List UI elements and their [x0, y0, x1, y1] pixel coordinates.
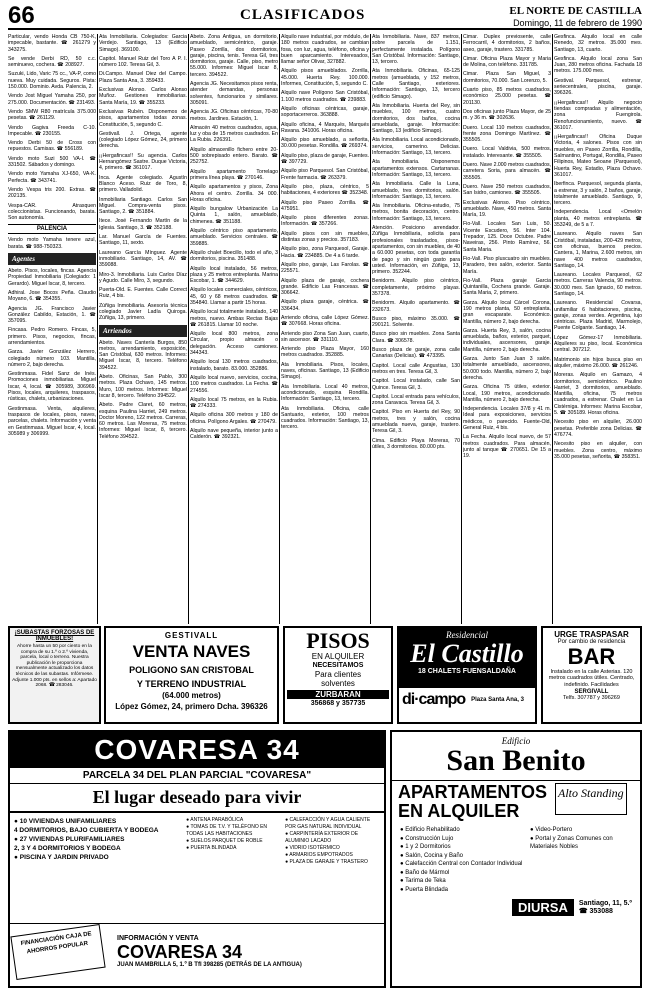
ad-sanbenito-edificio: Edificio [501, 736, 531, 746]
classified-column [99, 34, 187, 624]
ad-pisos-brand: ZURBARAN [287, 690, 389, 699]
feature-item: ● Salón, Cocina y Baño [400, 852, 463, 859]
classified-ad: Di.Campo. Manuel Diez del Campo. Plaza Santa Ana, 3. 359433. [99, 71, 187, 84]
ad-covaresa [8, 730, 386, 988]
feature-item: ● Video-Portero [530, 827, 573, 833]
classified-ad: Alquilo piso amueblado, a señorita, 30.000 pesetas. Rondilla. ☎ 269374. [281, 137, 369, 150]
newspaper-name: EL NORTE DE CASTILLA [509, 5, 642, 17]
classified-ad: Cuarto piso, 85 metros cuadrados, económico 25.000 pesetas. ☎ 201130. [463, 87, 551, 106]
classified-ad: Alquilo pisos diferentes zonas. Información. ☎ 357266. [281, 215, 369, 228]
ad-pisos-phones: 356868 y 357735 [310, 700, 366, 707]
classified-ad: Fio-Vall. Plaza garaje Garcia Quintanilla, Cochera grande. Garaje. Santa Maria, 2, primero. [463, 277, 551, 297]
feature-item: ● VIDRIO ISOTÉRMICO [285, 845, 340, 851]
classified-ad: Arriendo oficina, calle López Gómez. ☎ 307668. Horas oficina. [281, 314, 369, 328]
ad-gestivall-headline: VENTA NAVES [132, 642, 251, 661]
classified-ad: ¡¡Hergafincas!! Alquilo negocio tiendas compradas y alimentación, zona Fuengirola. Renofuncionamiento, nuevo. ☎ 361017. [554, 99, 642, 131]
classified-ad: Vendo Jost Miguel Yamaha 250, por 275.000. Documentación. ☎ 231493. [8, 93, 96, 106]
classified-ad: Vendo moto Yamaha XJ-650, VA-K. Perfecta. ☎ 343741. [8, 171, 96, 184]
column-rule [552, 34, 553, 624]
ad-sanbenito-h2: EN ALQUILER [398, 801, 520, 821]
ad-subastas [8, 626, 101, 724]
ad-pisos [283, 626, 393, 724]
classified-ad: Alquilo plaza garaje, céntrica. ☎ 336434. [281, 299, 369, 312]
ad-traspaso-t2: Por cambio de residencia [557, 639, 626, 645]
classified-column [554, 34, 642, 624]
classified-ad: Duero. Local 110 metros cuadrados, frente zona Domingo Martínez. ☎ 355505. [463, 124, 551, 144]
classified-ad: Se vende Derbi RD, 50 c.c. seminuevo, cochera. ☎ 208927. [8, 55, 96, 69]
ad-covaresa-features [14, 817, 182, 919]
column-rule [188, 34, 189, 624]
classified-ad: Alquilo local nuevo, servicios, cocina, 100 metros cuadrados. La Fecha. ☎ 274556. [190, 374, 278, 394]
ad-gestivall-brand: GESTIVALL [164, 631, 219, 640]
feature-item: ● Portal y Zonas Comunes con Materiales Nobles [530, 835, 613, 850]
ad-gestivall-size: (64.000 metros) [162, 691, 221, 700]
classified-ad: Ata Inmobiliaria. Huerta del Rey, sin muebles, 100 metros, cuatro dormitorios, dos baños, cocina amueblada, garaje. Información: Santiago, 13 (edificio Simago). [372, 102, 460, 135]
feature-item: ● Baño de Mármol [400, 869, 450, 876]
ad-castillo-addr: Plaza Santa Ana, 3 [471, 696, 524, 703]
classified-ad: Inmobiliaria Santiago. Carlos San Miguel. Compra-venta pisos. Santiago, 2. ☎ 351884. [99, 196, 187, 216]
feature-item: ● PLAZA DE GARAJE Y TRASTERO [285, 859, 368, 865]
subsection-heading: PALENCIA [8, 224, 96, 234]
classified-ad: Vendo Gagiva Freeda C-10. Impecable. ☎ 230155. [8, 124, 96, 137]
classified-ad: Capitol. Manuel Ruiz del Toro A P. I. número 102. Teresa Gil, 3. [99, 55, 187, 69]
classified-ad: Alquilo local instalado, 56 metros, plaza y 25 metros entreplanta. Marina Escobar, 1. ☎ 344629. [190, 265, 278, 285]
ad-pisos-l3: Para clientes [314, 670, 362, 679]
feature-item: ● 1 y 2 Dormitorios [400, 844, 451, 850]
classified-ad: Duero. Local Valdivia, 500 metros, instalado. Interesante. ☎ 355505. [463, 146, 551, 159]
classified-ad: Agencia JG. Oficinas céntricas, 70-80 metros. Jardines. Estación, 1. [190, 109, 278, 122]
classified-ad: Gesfinca. Alquilo local zona San Juan, 280 metros oficina. Fachada 18 metros. 175.000 mes. [554, 55, 642, 75]
classified-column [281, 34, 369, 624]
classified-ad: Garza. Oficina 75 útiles, exterior. Local, 190 metros, acondicionado. Mantilla, número 2, bajo derecha. [463, 384, 551, 403]
classified-ad: Vendo Derbi 50 de Cross con repuestos. Camisas. ☎ 556189. [8, 140, 96, 153]
ad-sanbenito [390, 730, 642, 988]
classified-ad: Garza. Javier González Herrero, colegiado número 103. Mantilla, número 2, bajo derecha. [8, 349, 96, 368]
page-number: 66 [8, 2, 35, 29]
ad-covaresa-sub: PARCELA 34 DEL PLAN PARCIAL "COVARESA" [10, 768, 384, 784]
ad-sanbenito-h1: APARTAMENTOS [398, 782, 548, 802]
ad-sanbenito-phone: ☎ 353088 [578, 908, 613, 915]
classified-ad: Garza. Alquilo local Cárcel Corona, 190 metros planta, 50 entreplanta, gran escaparate. Económico. Mantilla, número 2, bajo derecha. [463, 299, 551, 325]
ad-covaresa-mid [182, 817, 281, 919]
classified-ad: Alquilo locales comerciales, céntricos, 45, 60 y 68 metros cuadrados. ☎ 354840. Llamar a partir 15 horas. [190, 287, 278, 306]
classified-ad: Vendo Vespa tris 200. Extras. ☎ 202135. [8, 186, 96, 200]
classified-ad: Alquilo pisos con sin muebles, distintas zonas y precios. 357183. [281, 230, 369, 244]
ad-sanbenito-list-left [400, 826, 530, 894]
classified-ad: Alquilo local totalmente instalado, 140 metros, nuevo. Ambas Rectas Bajas ☎ 261815. Llamar 10 noche. [190, 309, 278, 328]
ad-traspaso [541, 626, 642, 724]
ad-castillo-name: El Castillo [410, 639, 524, 668]
classified-ad: Arriendo piso Plaza Mayor, 160 metros cuadrados. 352885. [281, 346, 369, 359]
ad-subastas-title: ¡SUBASTAS FORZOSAS DE INMUEBLES! [14, 630, 95, 642]
classified-ad: Agencia JG. Necesitamos pisos renta, atender demandas, personas solventes, funcionarios y similares. 305091. [190, 81, 278, 106]
classified-ad: Vendo moto Suzi 500 VA-I. ☎ 331502. Sábados y domingo. [8, 155, 96, 169]
classified-ad: Busco piso sin muebles. Zona Santa Clara. ☎ 306578. [372, 331, 460, 344]
classified-ad: Laureano García Mínguez. Agente inmobiliario. Santiago, 14, AV. ☎ 359088. [99, 249, 187, 269]
classified-ad: Alquilo piso Paseo Zorrilla. ☎ 475951. [281, 199, 369, 212]
classified-ad: Gestivall. J. Ortega, agente (colegiado López Gómez, 24, primero derecha. [99, 130, 187, 150]
classified-ad: Capitol. Piso en Huerta del Rey, 90 metros, tres y salón, cocina amueblada nueva, garaje, trastero. Teresa Gil, 3. [372, 409, 460, 435]
classified-ad: Alquilo bungalow Urbanización La Quinta 1, salón, amueblado, chimenea. ☎ 351188. [190, 206, 278, 225]
classified-ad: Gesfinca. Alquilo local en calle Renedo, 32 metros. 35.000 mes. Santiago, 13, cuarto. [554, 34, 642, 53]
classified-ad: Independencia. Local «Omelón planta, 40 metros entreplanta. ☎ 353249, de 5 a 7. [554, 209, 642, 229]
column-rule [97, 34, 98, 624]
classified-ad: Ata Inmobiliaria. Disponemos apartamentos extensos. Cartarranas. Información: Santiago, 13, tercero. [372, 159, 460, 178]
feature-item: ● PUERTA BLINDADA [186, 845, 237, 851]
classified-ad: Ata Inmobiliaria. Pisos, locales, naves, oficinas. Santiago, 13 (Edificio Simago). [281, 361, 369, 381]
ad-covaresa-info-addr: JUAN MAMBRILLA 5, 1.º B Tfl 398285 (DETRÁS DE LA ANTIGUA) [117, 962, 302, 968]
ad-pisos-title: PISOS [306, 628, 370, 653]
ad-subastas-body: Ahorre hasta un 50 por ciento en la compra de su 1.º o 2.º vivienda, parcela, local o terreno. Nuestra publicación le proporciona mensualmente actualizado los datos técnicos de las subastas. Infórmese. Adjunte 1.000 pts. en sellos a: Apartado 2068. ☎ 283046. [12, 644, 97, 689]
category-heading: Agentes [8, 253, 96, 265]
feature-item: 4 DORMITORIOS, BAJO CUBIERTA Y BODEGA [14, 827, 159, 834]
column-rule [461, 34, 462, 624]
classified-ad: Iberfinca. Parquesol, segunda planta, a estrenar, 3 y salón, 2 baños, garaje, totalmente amueblado. Santiago, 9, tercero. [554, 181, 642, 207]
classified-ad: Duero. Nave 250 metros cuadrados, San Isidro, camiones. ☎ 355505. [463, 183, 551, 197]
classified-ad: Puerta-Old. E. Fuentes. Calle Correct Ruiz, 4 bis. [99, 287, 187, 300]
classified-ad: Alquilo céntrico piso apartamento, amueblado. Servicios centrales. ☎ 359885. [190, 228, 278, 247]
feature-item: ● ANTENA PARABÓLICA [186, 817, 244, 823]
ad-gestivall-contact: López Gómez, 24, primero Dcha. 396326 [115, 702, 268, 711]
classified-ad: Ata Inmobiliaria. Oficina-estudio, 75 metros, bonita decoración, centro. Información: Santiago, 13, tercero. [372, 203, 460, 222]
classified-ad: Fio-Vall. Piso pluscuatro sin muebles. Paradero, tres salón, exterior. Santa María. [463, 255, 551, 275]
classified-ad: Atención. Posiciono arrendador. Zúñiga Inmobiliaria, solicita para profesionales trasladados, pisos-apartamentos, con sin muebles, de 40 a 60.000 pesetas, con toda garantía de pago y sin ningún gasto para usted. Información, en Zúñiga, 13, primero. 352244. [372, 225, 460, 276]
classified-column [463, 34, 551, 624]
classified-ad: Cimar. Plaza San Miguel, 3 dormitorios, 70.000. San Lorenzo, 5. [463, 71, 551, 84]
diursa-logo: DIURSA [512, 899, 574, 916]
classified-ad: Alquilo piso Parquesol. San Cristóbal, Frente farmacia. ☎ 263379. [281, 168, 369, 181]
ad-gestivall [104, 626, 279, 724]
ad-traspaso-brand: SERGIVALL [574, 688, 609, 695]
ad-traspaso-phone: Telfs. 307787 y 396269 [563, 694, 620, 701]
page-header [8, 4, 642, 30]
feature-item: ● ARMARIOS EMPOTRADOS [285, 852, 353, 858]
classified-ad: Almacén 40 metros cuadrados, agua, luz y oba de 15 metros cuadrados. En La Rubia. 226391. [190, 124, 278, 144]
classified-ad: Zúñiga Inmobiliaria. Asesoría técnica colegiado Javier Ladía Quiroga. Zúñiga, 13, primero. [99, 302, 187, 322]
classified-ad: Abeto. Oficinas, San Pablo, 300 metros. Plaza Ochavo, 145 metros. Muro, 100 metros. Informes: Miguel Iscar 8, tercero. Teléfono 394522. [99, 374, 187, 399]
financing-stamp: FINANCIACIÓN CAJA DE AHORROS POPULAR [10, 923, 105, 979]
classified-ad: Ata Inmobiliaria. Oficinas, 65-125 metros (amueblada, y 152 metros, Calle Santiago, exteriores. Información: Santiago, 13, tercero (edificio Simago). [372, 68, 460, 100]
ad-covaresa-info: INFORMACIÓN Y VENTA [117, 935, 199, 942]
ad-sanbenito-addr: Santiago, 11, 5.º [578, 900, 632, 907]
ad-covaresa-name: COVARESA 34 [10, 732, 384, 768]
feature-item: ● CALEFACCIÓN Y AGUA CALIENTE POR GAS NATURAL INDIVIDUAL [285, 817, 371, 830]
classified-ad: Alquilo piso, plaza, céntrico, 5 habitaciones, 4 exteriores ☎ 352348. [281, 183, 369, 197]
classified-ad: Vespa-CAR. Atrasquen coleccionistas. Funcionando, barata. Son autonomía. [8, 202, 96, 222]
feature-item: ● TOMAS DE T.V. Y TELÉFONO EN TODAS LAS HABITACIONES [186, 824, 268, 837]
classified-column [190, 34, 278, 624]
classified-ad: Capitol. Local entrada para vehículos, zona Caravaca. Teresa Gil, 3. [372, 393, 460, 407]
classified-ad: Inca. Agente colegiado. Agustín Blanco Aceso. Ruiz de Toro, 8, primero. Valladolid. [99, 174, 187, 194]
classified-ad: Alquilo almacenillo fichero entre 20-500 sobrepisado entero. Barato. ☎ 252752. [190, 146, 278, 166]
classified-ad: Busco plaza de garaje, zona calle Canarias (Delicias). ☎ 473395. [372, 347, 460, 360]
classified-ad: Benidorm. Alquilo apartamento. ☎ 232673. [372, 300, 460, 313]
classified-ad: Abeto. Padre Claret, 60 metros, esquina Paulina Harriet, 249 metros. Doctor Moreno, 122 metros. Carreras, 60 metros. Las Moreras, 75 metros. Informes: Miguel Iscar, 8, tercero. Teléfono 394522. [99, 402, 187, 440]
classified-ad: Alquilo local 800 metros, zona Circular, propio almacén o delegación. Acceso camiones. 344343. [190, 331, 278, 357]
classified-ad: Capitol. Local instalado, calle San Quince. Teresa Gil, 3. [372, 378, 460, 391]
classified-ad: Ata Inmobiliaria. Colegiados: Garcia Verdejo. Santiago, 13 (Edificio Simago). 369100. [99, 34, 187, 53]
classified-ad: Duero. Nave 2.000 metros cuadrados, carretera Soria, para almacén. ☎ 355505. [463, 162, 551, 181]
category-heading: Arriendos [99, 325, 187, 337]
ad-pisos-l4: solventes [321, 679, 355, 688]
classified-ad: Ata Inmobiliaria. Nave, 837 metros, sobre parcela de 1.151, perfectamente instalada. Polígono San Cristóbal. Información: Santiago, 13, tercero. [372, 34, 460, 66]
classified-ad: Necesito piso en alquiler, con muebles. Zona centro, máximo 35.000 pesetas, señorita, ☎ 358351. [554, 441, 642, 460]
classified-column [372, 34, 460, 624]
classified-ad: Exclusivas Alonso. Carlos Alonso Muñoz. Gestiones inmobiliarias. Santa María, 19. ☎ 355233. [99, 87, 187, 106]
classified-ad: Suzuki, Lido, Varic 75 cc., VA-P, como nueva. Muy cuidada. Seguros. Pista: 150.000. Dominio. Avda. Palencia, 2. [8, 71, 96, 91]
classified-ad: Laureano. Residencial Covarsa, unifamiliar 6 habitaciones, piscina, garaje, zonas verdes. Argentina, lujo céntricas. Plaza Madrid, Marmolejo, Puente Colgante. Santiago, 14. [554, 300, 642, 332]
ad-pisos-l1: EN ALQUILER [311, 652, 365, 661]
classified-ad: Alquilo nave Polígono San Cristóbal, 1.100 metros cuadrados. ☎ 239883. [281, 90, 369, 103]
classified-ad: Necesito piso en alquiler, 26.000 pesetas. Preferible zona Delicias. ☎ 476774. [554, 419, 642, 438]
classified-ad: Lar. Manuel García de Fuentes. Santiago, 11, sexto. [99, 234, 187, 247]
ad-sanbenito-list-right [530, 826, 630, 894]
classified-ad: Alquilo nave industrial, por módulo, de 180 metros cuadrados, se cambian fosa, con luz, agua, teléfono, oficina y buen aparcamiento. Interesados, llamar señor Olivar, 327882. [281, 34, 369, 66]
classified-ad: Particular, vendo Honda CB 750-K, impecable, bastante. ☎ 261279 y 343275. [8, 34, 96, 53]
classified-ad: Exclusivas Rubén. Disponemos de pisos, apartamentos todas zonas. Constitución, 5, segundo C. [99, 108, 187, 128]
classified-ad: Gestinmasa. Venta, alquileres, traspasos de locales, pisos, naves, parcelas, chalets. Información y venta en Gestinmasa. Miguel Iscar, 4, local. 305989 y 306999. [8, 405, 96, 437]
classified-column [8, 34, 96, 624]
classified-ad: Garza. Huerta Rey, 3, salón, cocina amueblada, baños, exterior, parquet, individuales, ascensores, garaje. Mantilla, número 2, bajo derecha. [463, 327, 551, 353]
feature-item: ● SUELOS PARQUET DE ROBLE [186, 838, 263, 844]
classified-ad: Alquilo local 75 metros, en la Rubia. ☎ 274333. [190, 396, 278, 410]
classified-ad: Alquilo piso, garaje, Las Farolas. ☎ 225571. [281, 261, 369, 275]
classified-ad: Vendo moto Yamaha tenere azul, barata. ☎ 988-750323. [8, 237, 96, 250]
classified-ad: Ata Inmobiliaria. Calle la Luna, amueblado, tres dormitorios, salón. Información: Santiago, 13, tercero. [372, 181, 460, 200]
classified-ad: Cima. Edificio Playa Moreras, 70 útiles, 3 dormitorios. 80.000 pts. [372, 437, 460, 450]
feature-item: ● Calefacción Central con Contador Individual [400, 861, 523, 867]
classified-ad: López Gómez-17 Inmobiliaria. Alquileres su piso, local. Económica central. 307212. [554, 334, 642, 354]
classified-ad: Benidorm. Alquilo piso céntrico, completamente, próximo playas. 357378. [372, 278, 460, 297]
classified-ad: Ata Inmobiliaria. Local acondicionado, servicios, camerino. Delicias. Información: Santiago, 13, tercero. [372, 137, 460, 157]
ad-castillo-sub: 18 CHALETS FUENSALDAÑA [417, 668, 516, 675]
classified-ad: Alquilo chalet Boecillo, todo el año, 3 dormitorios, piscina. 351488. [190, 249, 278, 263]
classified-ad: Cimar. Oficina Plaza Mayor y Maria de Molina, con teléfono. 331785. [463, 55, 551, 69]
classified-ad: Alquilo local 130 metros cuadrados, instalado, barato. 83.000. 352886. [190, 359, 278, 372]
classified-ad: Vendo SMW R80 matrícula 375.000 pesetas. ☎ 261129. [8, 108, 96, 122]
classified-ad: Capitol. Local calle Angustias, 130 metros en tres. Teresa Gil, 3. [372, 362, 460, 375]
classified-ad: Ata Inmobiliaria. Local 40 metros, acondicionado, esquina Rondilla. Información: Santiago, 13, tercero. [281, 383, 369, 403]
feature-item: ● 10 VIVIENDAS UNIFAMILIARES [14, 818, 117, 825]
feature-item: ● Construcción Lujo [400, 835, 454, 842]
classified-ad: Gestival. Parquesol, estrenar, seriecentrales, piscina, garaje. 396326. [554, 77, 642, 97]
column-rule [370, 34, 371, 624]
feature-item: 2, 3 Y 4 DORMITORIOS Y BODEGA [14, 845, 121, 852]
classified-ad: Garza. Junto San Juan 3 salón, totalmente amueblado, ascensores, 50.000 todo. Mantilla, número 2, bajo derecha. [463, 356, 551, 381]
classified-ad: Matrimonio sin hijos busca piso en alquiler, máximo 26.000. ☎ 261246. [554, 356, 642, 369]
classified-ad: Alquilo nave pequeña, interior junto a Calderón. ☎ 392321. [190, 428, 278, 441]
section-title: CLASIFICADOS [240, 7, 366, 23]
ad-sanbenito-alto: Alto Standing [555, 783, 627, 815]
classified-ad: Gestinmasa. Fidel Sanz de Inés. Promociones inmobiliarias. Miguel Iscar, 4, local. ☎ 305989, 306969. Pisos, locales, arquileres, traspasos, rústicas, chalets, urbanizaciones. [8, 371, 96, 403]
classified-ad: Independencia. Locales 37/8 y 41 m. Ideal para exposiciones, servicios médicos, o parecido. Fuente-Old, General Ruiz, 4 bis. [463, 406, 551, 432]
ad-covaresa-right [281, 817, 380, 919]
classified-ad: Abeto. Naves Cantería Burgos, 850 metros, arrendamiento, exposición, San Cristóbal, 630 metros. Informes: Miguel Iscar, 8, tercero. Teléfono 394522. [99, 339, 187, 371]
ad-traspaso-t1: URGE TRASPASAR [554, 630, 629, 639]
classified-ad: Alquilo apartamento Torrelago primera línea playa. ☎ 270146. [190, 168, 278, 181]
classified-ad: Moreras. Alquilo en Gamazo, 4 dormitorios, semicéntrico. Paulino Harriet, 3 dormitorios, amueblado. Mantilla, oficina, 75 metros cuadrados, a estrenar. Chalet en La Cistérniga. Informes: Marina Escobar, 5. ☎ 305189. Horas oficina. [554, 372, 642, 417]
classified-ad: Alquilo piso, zona Parquesol, Garaje. Hacia. ☎ 234885. De 4 a 6 tarde. [281, 246, 369, 259]
classified-ad: Alquilo oficina 300 metros y 180 de oficina. Polígono Argales. ☎ 270479. [190, 412, 278, 425]
ad-covaresa-info-name: COVARESA 34 [117, 942, 243, 962]
feature-item: ● CARPINTERÍA EXTERIOR DE ALUMINIO LACADO [285, 831, 359, 844]
ad-traspaso-desc: Instalado en la calle Asterias. 120 metros cuadrados útiles. Centrado, indefinido. Facilidades [548, 669, 635, 688]
ad-gestivall-line1: POLIGONO SAN CRISTOBAL [129, 665, 254, 675]
classified-ad: Alquilo pisos amueblados. Zorrilla, 45.000. Huerta Rey. 100.000. Informes, Constitución, 5, segundo C. [281, 68, 369, 88]
classified-ad: Cimar. Duplex previosente, calle Ferrocarril, 4 dormitorios, 2 baños, aseo, garaje, trastero. 331785. [463, 34, 551, 53]
classified-ad: ¡¡Hergafincas!! Su agencia. Carlos Hernangómez Sastre. Duque Victoria, 4, primero. ☎ 361017. [99, 152, 187, 172]
classified-ad: Ata Inmobiliaria. Oficina, calle Santuario, exterior, 100 metros cuadrados. Información: Santiago, 13, tercero. [281, 405, 369, 431]
classified-columns [8, 34, 642, 624]
feature-item: ● Puerta Blindada [400, 886, 448, 893]
column-rule [279, 34, 280, 624]
classified-ad: Fio-Vall. Locales San Luis, 50. Vicente Escudero, 56. Inter 104. Trepador, 125. Doce Octubre. Padre Naveiras, 256. Pinto Ramírez, 56. Santa Maria. [463, 221, 551, 253]
ad-traspaso-big: BAR [567, 644, 616, 669]
dicampo-logo: di·campo [402, 691, 466, 708]
ad-gestivall-line2: Y TERRENO INDUSTRIAL [136, 679, 247, 689]
feature-item: ● Tarima de Teka [400, 878, 446, 884]
ad-castillo [397, 626, 537, 724]
classified-ad: Abeto. Zona Antigua, un dormitorio, amueblado, semicéntrico, garaje. Paseo Zorrilla, dos dormitorios, garaje, piscina, tenis. Teresa Gil, tres dormitorios, garaje. Calle, piso, metro 55.000. Informes: Miguel Iscar 8, tercero. 394522. [190, 34, 278, 78]
classified-ad: Alquilo piso, plaza de garaje, Fuentes. ☎ 397729. [281, 152, 369, 166]
classified-ad: La Fecha. Alquilo local nuevo, de 57 metros cuadrados. Para almacén, junto al tanque ☎ 270651. De 15 a 19. [463, 434, 551, 460]
classified-ad: Fincasa. Pedro Romero. Fincas, 5, primero. Pisos, negocios, fincas, arrendamientos. [8, 327, 96, 346]
classified-ad: Busco piso, máximo 35.000. ☎ 290121. Solvente. [372, 315, 460, 329]
feature-item: ● 27 VIVIENDAS PLURIFAMILIARES [14, 836, 125, 843]
classified-ad: Dos oficinas junto Plaza Mayor, de 25 m. y 36 m. ☎ 302636. [463, 108, 551, 122]
ad-sanbenito-name: San Benito [446, 744, 586, 777]
classified-ad: Abeto. Pisos, locales, fincas. Agencia Propiedad Inmobiliaria (Colegiado: 1 Gerardo). Miguel Iscar, 8, tercero. [8, 268, 96, 287]
classified-ad: Arriendo piso Zona San Juan, cuarto, sin ascensor. ☎ 331110. [281, 330, 369, 343]
feature-item: ● PISCINA Y JARDIN PRIVADO [14, 854, 109, 861]
classified-ad: Miro-3. Inmobiliaria. Luis Carlos Díaz y Agudo. Calle Miro, 3, segundo. [99, 271, 187, 284]
classified-ad: Laureano. Locales Parquesol, 62 metros. Carreras Valencia, 90 metros. 30.000 mes. San Ignacio, 60 metros. Santiago, 14. [554, 272, 642, 297]
feature-item: ● Edificio Rehabilitado [400, 827, 460, 833]
ad-covaresa-tagline: El lugar deseado para vivir [10, 784, 384, 813]
issue-date: Domingo, 11 de febrero de 1990 [513, 18, 642, 28]
classified-ad: Alquilo oficina, 4 Marqués, Marqués Ravana. 341006. Horas oficina. [281, 121, 369, 134]
classified-ad: Alquilo oficinas céntricas, garaje, soportacerreros. 363888. [281, 105, 369, 119]
classified-ad: Alquilo apartamentos y pisos, Zona Ahora el centro. Zorrilla. 34 000. Horas oficina. [190, 184, 278, 203]
classified-ad: Agencia JG. Francisco Javier González Cabildo, Estación, 1. ☎ 357095. [8, 305, 96, 325]
classified-ad: Alquilo plaza de garaje, cochera grande. Edificio Las Francesas. ☎ 306642. [281, 277, 369, 297]
classified-ad: Itece. José Fernando Martín de la Iglesia. Santiago, 3. ☎ 352188. [99, 218, 187, 231]
classified-ad: Laureano. Alquilo naves San Cristóbal, instaladas, 200-429 metros, con oficinas, buenos precios. Cantera, 1, Marina, 2.600 metros, sin nave 400 metros cuadrados, Santiago, 14. [554, 231, 642, 269]
classified-ad: Exclusivas Alonso. Piso céntrico, amueblado. Nave, 450 metros. Santa María, 19. [463, 199, 551, 219]
ad-pisos-l2: NECESITAMOS [312, 662, 364, 669]
classified-ad: ¡¡Hergafincas!! Oficina Duque Victoria, 4 salones. Pisos con sin muebles, en Paseo Zorrilla, Rondilla, Salmantino, Portugal, Rondilla, Paseo Filipinos, Mateo Seoane (Parquesol), Huerta Rey, Estadio, Plaza Ochavo. 361017. [554, 134, 642, 178]
classified-ad: Adhiral. Jose Bocos Peña. Claudio Moyano, 6. ☎ 354355. [8, 289, 96, 303]
ad-castillo-tag: Residencial [446, 630, 488, 640]
